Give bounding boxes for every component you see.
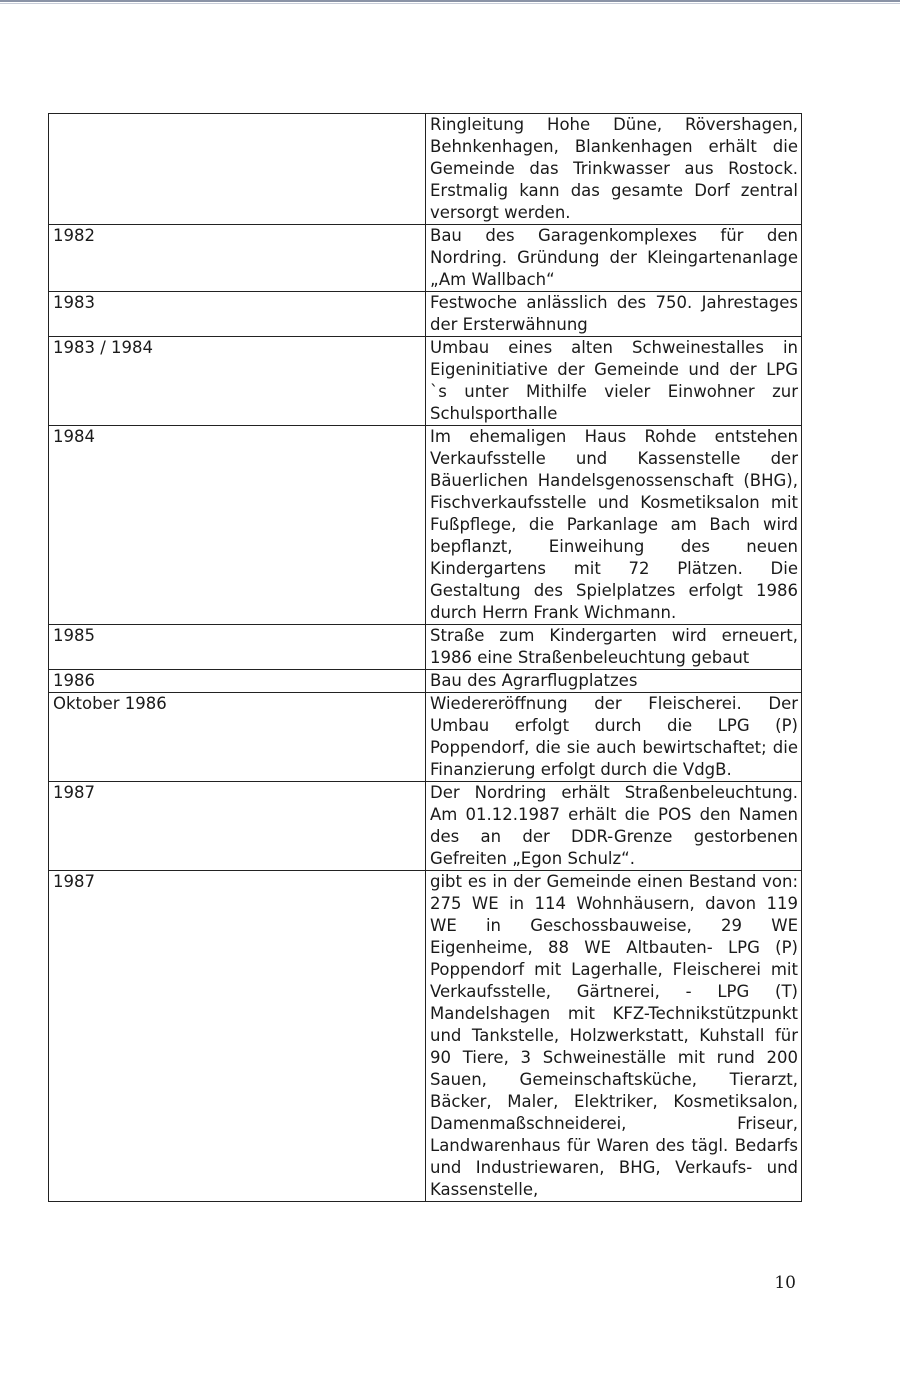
event-cell: Wiedereröffnung der Fleischerei. Der Umbau erfolgt durch die LPG (P) Poppendorf, die sie auch bewirtschaftet; die Finanzierung erfolgt durch die VdgB. xyxy=(426,693,802,782)
top-border-line xyxy=(0,0,900,2)
table-row xyxy=(49,693,802,782)
table-row xyxy=(49,225,802,292)
table-row xyxy=(49,871,802,1202)
event-cell: Bau des Agrarflugplatzes xyxy=(426,670,802,693)
year-cell: 1983 xyxy=(49,292,426,337)
event-cell: Bau des Garagenkomplexes für den Nordring. Gründung der Kleingartenanlage „Am Wallbach“ xyxy=(426,225,802,292)
year-cell: 1987 xyxy=(49,871,426,1202)
table-row xyxy=(49,782,802,871)
event-cell: Ringleitung Hohe Düne, Rövershagen, Behnkenhagen, Blankenhagen erhält die Gemeinde das Trinkwasser aus Rostock. Erstmalig kann das gesamte Dorf zentral versorgt werden. xyxy=(426,114,802,225)
table-row xyxy=(49,337,802,426)
event-cell: Im ehemaligen Haus Rohde entstehen Verkaufsstelle und Kassenstelle der Bäuerlichen Handelsgenossenschaft (BHG), Fischverkaufsstelle und Kosmetiksalon mit Fußpflege, die Parkanlage am Bach wird bepflanzt, Einweihung des neuen Kindergartens mit 72 Plätzen. Die Gestaltung des Spielplatzes erfolgt 1986 durch Herrn Frank Wichmann. xyxy=(426,426,802,625)
year-cell: 1983 / 1984 xyxy=(49,337,426,426)
event-cell: Festwoche anlässlich des 750. Jahrestages der Ersterwähnung xyxy=(426,292,802,337)
year-cell: Oktober 1986 xyxy=(49,693,426,782)
top-border-line-secondary xyxy=(0,3,900,4)
page-number: 10 xyxy=(774,1273,796,1293)
table-row xyxy=(49,292,802,337)
year-cell: 1982 xyxy=(49,225,426,292)
year-cell: 1985 xyxy=(49,625,426,670)
event-cell: gibt es in der Gemeinde einen Bestand von: 275 WE in 114 Wohnhäusern, davon 119 WE in Geschossbauweise, 29 WE Eigenheime, 88 WE Altbauten- LPG (P) Poppendorf mit Lagerhalle, Fleischerei mit Verkaufsstelle, Gärtnerei, - LPG (T) Mandelshagen mit KFZ-Technikstützpunkt und Tankstelle, Holzwerkstatt, Kuhstall für 90 Tiere, 3 Schweineställe mit rund 200 Sauen, Gemeinschaftsküche, Tierarzt, Bäcker, Maler, Elektriker, Kosmetiksalon, Damenmaßschneiderei, Friseur, Landwarenhaus für Waren des tägl. Bedarfs und Industriewaren, BHG, Verkaufs- und Kassenstelle, xyxy=(426,871,802,1202)
year-cell: 1984 xyxy=(49,426,426,625)
table-row xyxy=(49,426,802,625)
event-cell: Umbau eines alten Schweinestalles in Eigeninitiative der Gemeinde und der LPG `s unter Mithilfe vieler Einwohner zur Schulsporthalle xyxy=(426,337,802,426)
chronicle-table xyxy=(48,113,802,1202)
event-cell: Der Nordring erhält Straßenbeleuchtung. Am 01.12.1987 erhält die POS den Namen des an der DDR-Grenze gestorbenen Gefreiten „Egon Schulz“. xyxy=(426,782,802,871)
year-cell: 1987 xyxy=(49,782,426,871)
event-cell: Straße zum Kindergarten wird erneuert, 1986 eine Straßenbeleuchtung gebaut xyxy=(426,625,802,670)
table-row xyxy=(49,114,802,225)
table-row xyxy=(49,670,802,693)
year-cell xyxy=(49,114,426,225)
table-row xyxy=(49,625,802,670)
year-cell: 1986 xyxy=(49,670,426,693)
